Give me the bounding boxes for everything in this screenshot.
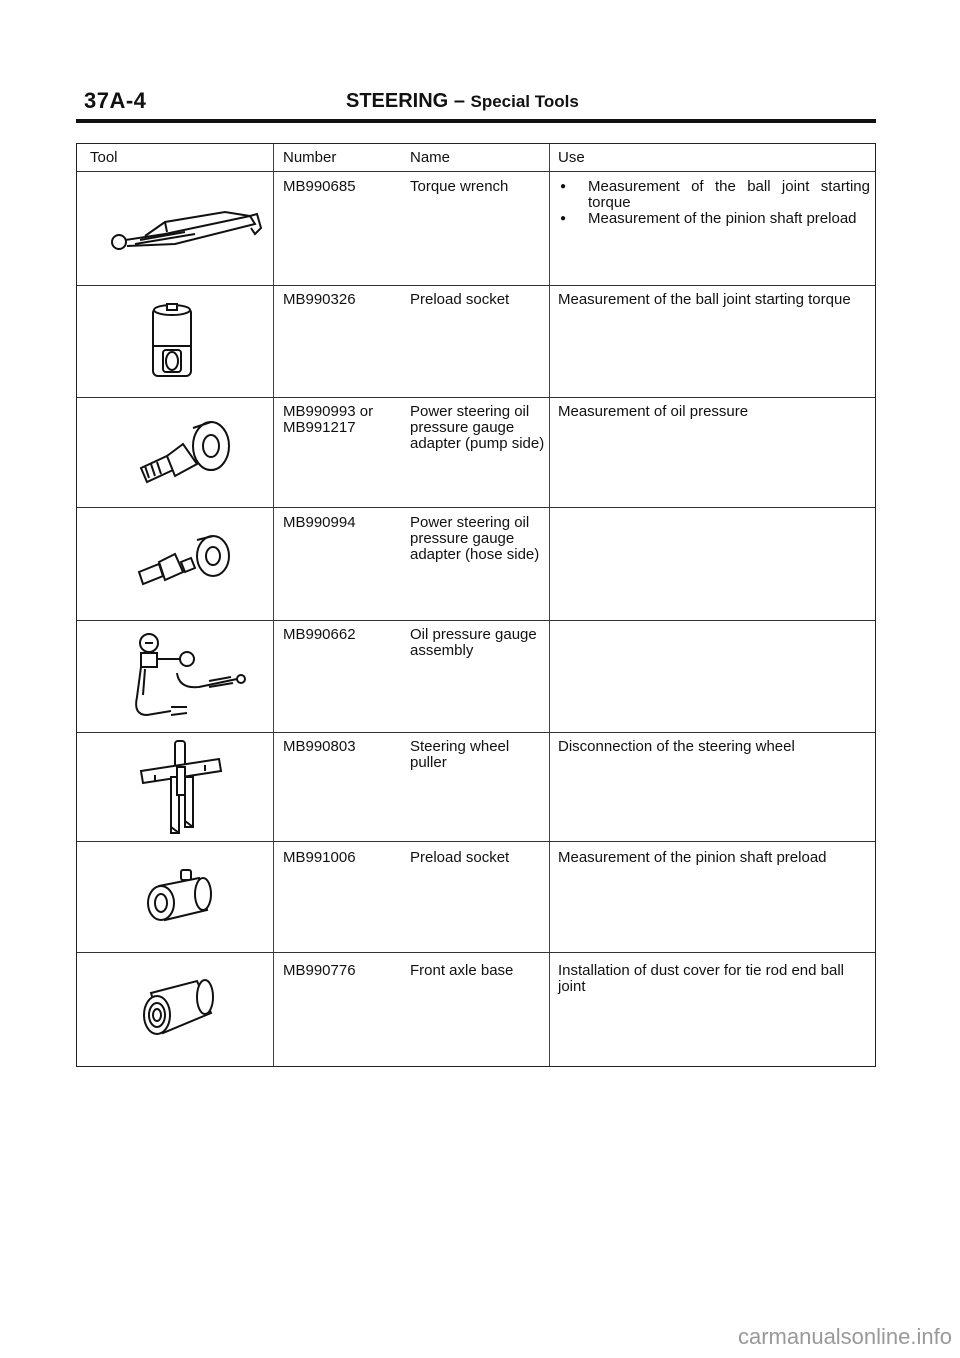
table-row bbox=[77, 171, 875, 286]
page-header bbox=[84, 88, 876, 122]
column-header-tool: Tool bbox=[90, 149, 118, 166]
subsection-title: Special Tools bbox=[470, 92, 579, 111]
page-title bbox=[346, 90, 579, 113]
tool-number: MB990685 bbox=[283, 178, 356, 195]
tool-use: Disconnection of the steering wheel bbox=[558, 738, 795, 755]
special-tools-table bbox=[76, 143, 876, 1067]
column-header-number: Number bbox=[283, 149, 337, 166]
tool-name: Torque wrench bbox=[410, 178, 509, 195]
table-row bbox=[77, 841, 875, 953]
tool-name: Preload socket bbox=[410, 291, 510, 308]
list-item: ● Measurement of the pinion shaft preload bbox=[558, 211, 870, 227]
tool-number: MB990326 bbox=[283, 291, 356, 308]
tool-number: MB990994 bbox=[283, 514, 356, 531]
table-row bbox=[77, 952, 875, 1067]
tool-name: Front axle base bbox=[410, 962, 514, 979]
table-header-row bbox=[77, 144, 875, 171]
table-row bbox=[77, 285, 875, 398]
tool-use-list bbox=[558, 179, 870, 227]
column-header-use: Use bbox=[558, 149, 585, 166]
pressure-gauge-icon bbox=[117, 625, 257, 725]
tool-number: MB990776 bbox=[283, 962, 356, 979]
axle-base-icon bbox=[135, 973, 225, 1043]
table-row bbox=[77, 620, 875, 733]
column-header-name: Name bbox=[410, 149, 451, 166]
section-title: STEERING bbox=[346, 90, 449, 112]
tool-name: Power steering oil pressure gauge adapter (pump side) bbox=[410, 403, 545, 452]
torque-wrench-icon bbox=[105, 194, 265, 264]
title-separator: – bbox=[453, 90, 465, 112]
tool-number: MB991006 bbox=[283, 849, 356, 866]
tool-name: Steering wheel puller bbox=[410, 738, 510, 771]
tool-name: Oil pressure gauge assembly bbox=[410, 626, 537, 659]
tool-number: MB990993 or MB991217 bbox=[283, 403, 374, 436]
table-row bbox=[77, 732, 875, 842]
pump-adapter-icon bbox=[137, 416, 237, 486]
header-rule bbox=[76, 119, 876, 123]
list-item: ● Measurement of the ball joint starting torque bbox=[558, 179, 870, 211]
page-number: 37A-4 bbox=[84, 88, 147, 113]
tool-use: Measurement of the ball joint starting torque bbox=[558, 291, 851, 308]
table-row bbox=[77, 397, 875, 508]
preload-socket-icon bbox=[143, 302, 203, 382]
table-row bbox=[77, 507, 875, 621]
tool-use: Measurement of oil pressure bbox=[558, 403, 749, 420]
preload-socket-2-icon bbox=[143, 866, 223, 926]
hose-adapter-icon bbox=[135, 528, 235, 588]
tool-number: MB990662 bbox=[283, 626, 356, 643]
tool-number: MB990803 bbox=[283, 738, 356, 755]
tool-use: Installation of dust cover for tie rod end ball joint bbox=[558, 962, 844, 995]
tool-name: Power steering oil pressure gauge adapter (hose side) bbox=[410, 514, 540, 563]
tool-use: Measurement of the pinion shaft preload bbox=[558, 849, 827, 866]
tool-name: Preload socket bbox=[410, 849, 510, 866]
wheel-puller-icon bbox=[135, 737, 235, 837]
watermark: carmanualsonline.info bbox=[737, 1324, 952, 1349]
